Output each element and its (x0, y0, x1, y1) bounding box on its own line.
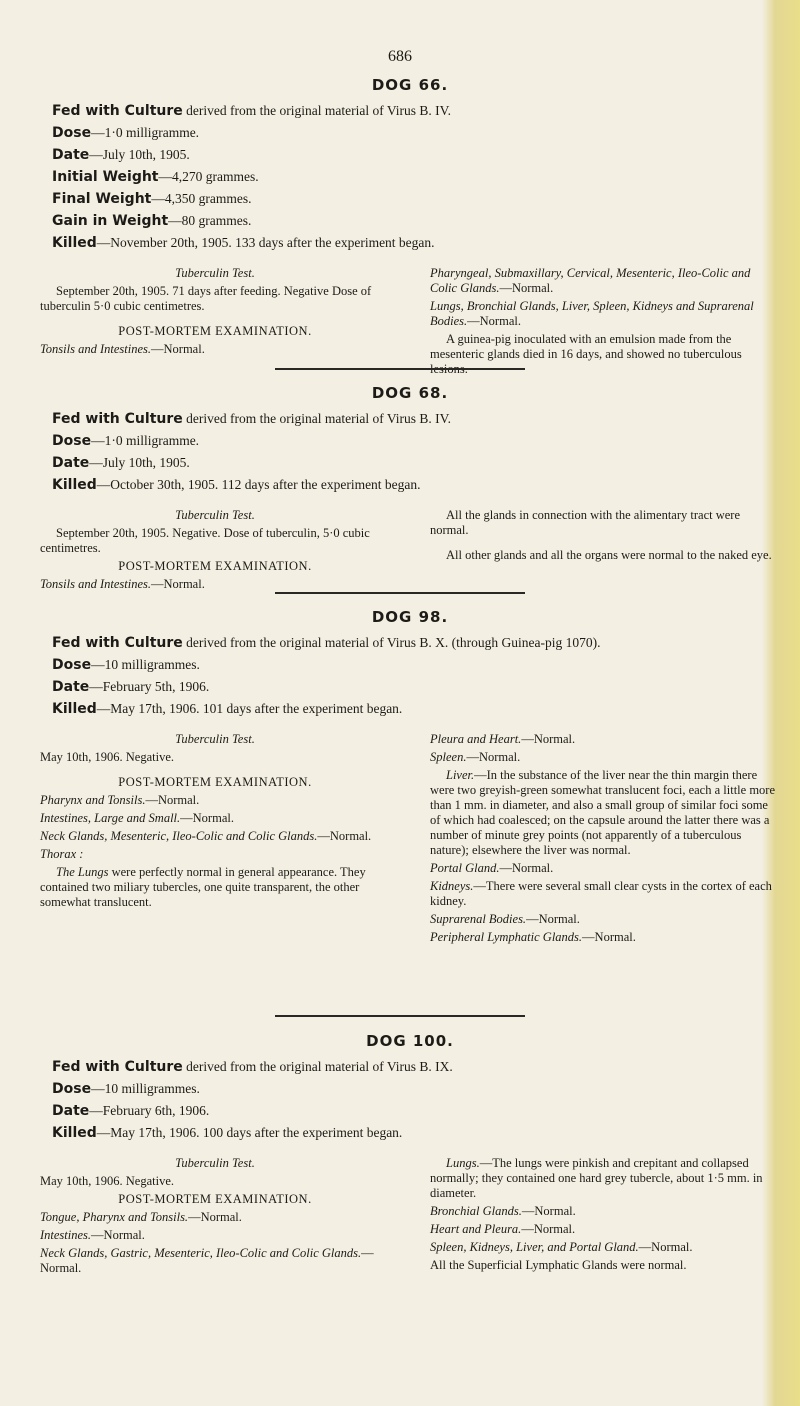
dog-66-section (40, 76, 780, 380)
findings-columns (40, 266, 780, 380)
glands-finding: Pharyngeal, Submaxillary, Cervical, Mesenteric, Ileo-Colic and Colic Glands.—Normal. (430, 266, 751, 295)
final-weight-line: Final Weight—4,350 grammes. (52, 191, 252, 207)
tongue-finding: Tongue, Pharynx and Tonsils.—Normal. (40, 1210, 242, 1224)
pharynx-finding: Pharynx and Tonsils.—Normal. (40, 793, 200, 807)
killed-line: Killed—May 17th, 1906. 101 days after the experiment began. (52, 701, 403, 717)
tuberculin-label: Tuberculin Test. (175, 732, 255, 746)
section-title: DOG 100. (366, 1032, 454, 1050)
organs-finding: Lungs, Bronchial Glands, Liver, Spleen, Kidneys and Suprarenal Bodies.—Normal. (430, 299, 754, 328)
suprarenal-finding: Suprarenal Bodies.—Normal. (430, 912, 580, 926)
neck-glands-finding: Neck Glands, Mesenteric, Ileo-Colic and Colic Glands.—Normal. (40, 829, 372, 843)
post-mortem-heading: POST-MORTEM EXAMINATION. (118, 324, 312, 338)
spleen-finding: Spleen, Kidneys, Liver, and Portal Gland.—Normal. (430, 1240, 693, 1254)
date-line: Date—July 10th, 1905. (52, 147, 190, 163)
tuberculin-label: Tuberculin Test. (175, 508, 255, 522)
intestines-finding: Intestines, Large and Small.—Normal. (40, 811, 234, 825)
dose-line: Dose—10 milligrammes. (52, 657, 200, 673)
left-column (40, 266, 390, 380)
neck-glands-finding: Neck Glands, Gastric, Mesenteric, Ileo-Colic and Colic Glands.—Normal. (40, 1246, 374, 1275)
thorax-label: Thorax : (40, 847, 84, 861)
dose-line: Dose—1·0 milligramme. (52, 433, 200, 449)
intestines-finding: Intestines.—Normal. (40, 1228, 145, 1242)
tuberculin-text: May 10th, 1906. Negative. (40, 750, 175, 764)
tuberculin-text: September 20th, 1905. Negative. Dose of tuberculin, 5·0 cubic centimetres. (40, 526, 370, 555)
dog-68-section (40, 384, 780, 595)
findings-columns (40, 508, 780, 595)
post-mortem-heading: POST-MORTEM EXAMINATION. (118, 775, 312, 789)
pleura-finding: Pleura and Heart.—Normal. (430, 732, 576, 746)
fed-line: Fed with Culture derived from the original material of Virus B. IX. (52, 1059, 453, 1075)
dog-100-section (40, 1032, 780, 1279)
other-finding: All other glands and all the organs were normal to the naked eye. (446, 548, 772, 562)
date-line: Date—February 5th, 1906. (52, 679, 210, 695)
lungs-finding: The Lungs were perfectly normal in general appearance. They contained two miliary tubercles, one quite transparent, the other somewhat translucent. (40, 865, 366, 909)
tonsils-finding: Tonsils and Intestines.—Normal. (40, 342, 205, 356)
guinea-pig-finding: A guinea-pig inoculated with an emulsion made from the mesenteric glands died in 16 days, and showed no tuberculous (430, 332, 742, 361)
initial-weight-line: Initial Weight—4,270 grammes. (52, 169, 259, 185)
peripheral-finding: Peripheral Lymphatic Glands.—Normal. (430, 930, 636, 944)
tuberculin-label: Tuberculin Test. (175, 266, 255, 280)
bronchial-finding: Bronchial Glands.—Normal. (430, 1204, 576, 1218)
fed-line: Fed with Culture derived from the original material of Virus B. IV. (52, 103, 452, 119)
tonsils-finding: Tonsils and Intestines.—Normal. (40, 577, 205, 591)
spleen-finding: Spleen.—Normal. (430, 750, 521, 764)
right-column (430, 732, 780, 948)
section-title: DOG 68. (371, 384, 449, 402)
post-mortem-heading: POST-MORTEM EXAMINATION. (118, 1192, 312, 1206)
section-divider (275, 368, 525, 370)
superficial-glands-finding: All the Superficial Lymphatic Glands were normal. (430, 1258, 687, 1272)
section-title: DOG 98. (371, 608, 449, 626)
date-line: Date—July 10th, 1905. (52, 455, 190, 471)
fed-line: Fed with Culture derived from the original material of Virus B. X. (through Guinea-pig 1070). (52, 635, 601, 651)
left-column (40, 1156, 390, 1279)
tuberculin-text: May 10th, 1906. Negative. (40, 1174, 175, 1188)
gain-weight-line: Gain in Weight—80 grammes. (52, 213, 252, 229)
section-title: DOG 66. (371, 76, 449, 94)
portal-finding: Portal Gland.—Normal. (430, 861, 554, 875)
glands-finding: All the glands in connection with the alimentary tract were normal. (430, 508, 741, 537)
left-column (40, 508, 390, 595)
section-divider (275, 1015, 525, 1017)
findings-columns (40, 1156, 780, 1279)
dog-98-section (40, 608, 780, 948)
findings-columns (40, 732, 780, 948)
right-column (430, 266, 780, 380)
killed-line: Killed—May 17th, 1906. 100 days after the experiment began. (52, 1125, 403, 1141)
right-column (430, 508, 780, 595)
tuberculin-label: Tuberculin Test. (175, 1156, 255, 1170)
fed-line: Fed with Culture derived from the original material of Virus B. IV. (52, 411, 452, 427)
heart-finding: Heart and Pleura.—Normal. (430, 1222, 576, 1236)
killed-line: Killed—November 20th, 1905. 133 days after the experiment began. (52, 235, 435, 251)
date-line: Date—February 6th, 1906. (52, 1103, 210, 1119)
killed-line: Killed—October 30th, 1905. 112 days after the experiment began. (52, 477, 421, 493)
liver-finding: Liver.—In the substance of the liver near the thin margin there were two greyish-green somewhat translucent foci, each a little more than 1 mm. in diameter, and also a small group of similar foci some of which had coalesced; on the capsule around the latter there was a number of minute grey points (not apparently of a tuberculous nature); elsewhere the liver was normal. (430, 768, 776, 857)
kidneys-finding: Kidneys.—There were several small clear cysts in the cortex of each kidney. (430, 879, 772, 908)
right-column (430, 1156, 780, 1279)
dose-line: Dose—10 milligrammes. (52, 1081, 200, 1097)
tuberculin-text: September 20th, 1905. 71 days after feeding. Negative Dose of tuberculin 5·0 cubic centimetres. (40, 284, 372, 313)
left-column (40, 732, 390, 948)
dose-line: Dose—1·0 milligramme. (52, 125, 200, 141)
lungs-finding: Lungs.—The lungs were pinkish and crepitant and collapsed normally; they contained one hard grey tubercle, about 1·5 mm. in diameter. (430, 1156, 763, 1200)
page-number: 686 (388, 48, 412, 65)
post-mortem-heading: POST-MORTEM EXAMINATION. (118, 559, 312, 573)
section-divider (275, 592, 525, 594)
